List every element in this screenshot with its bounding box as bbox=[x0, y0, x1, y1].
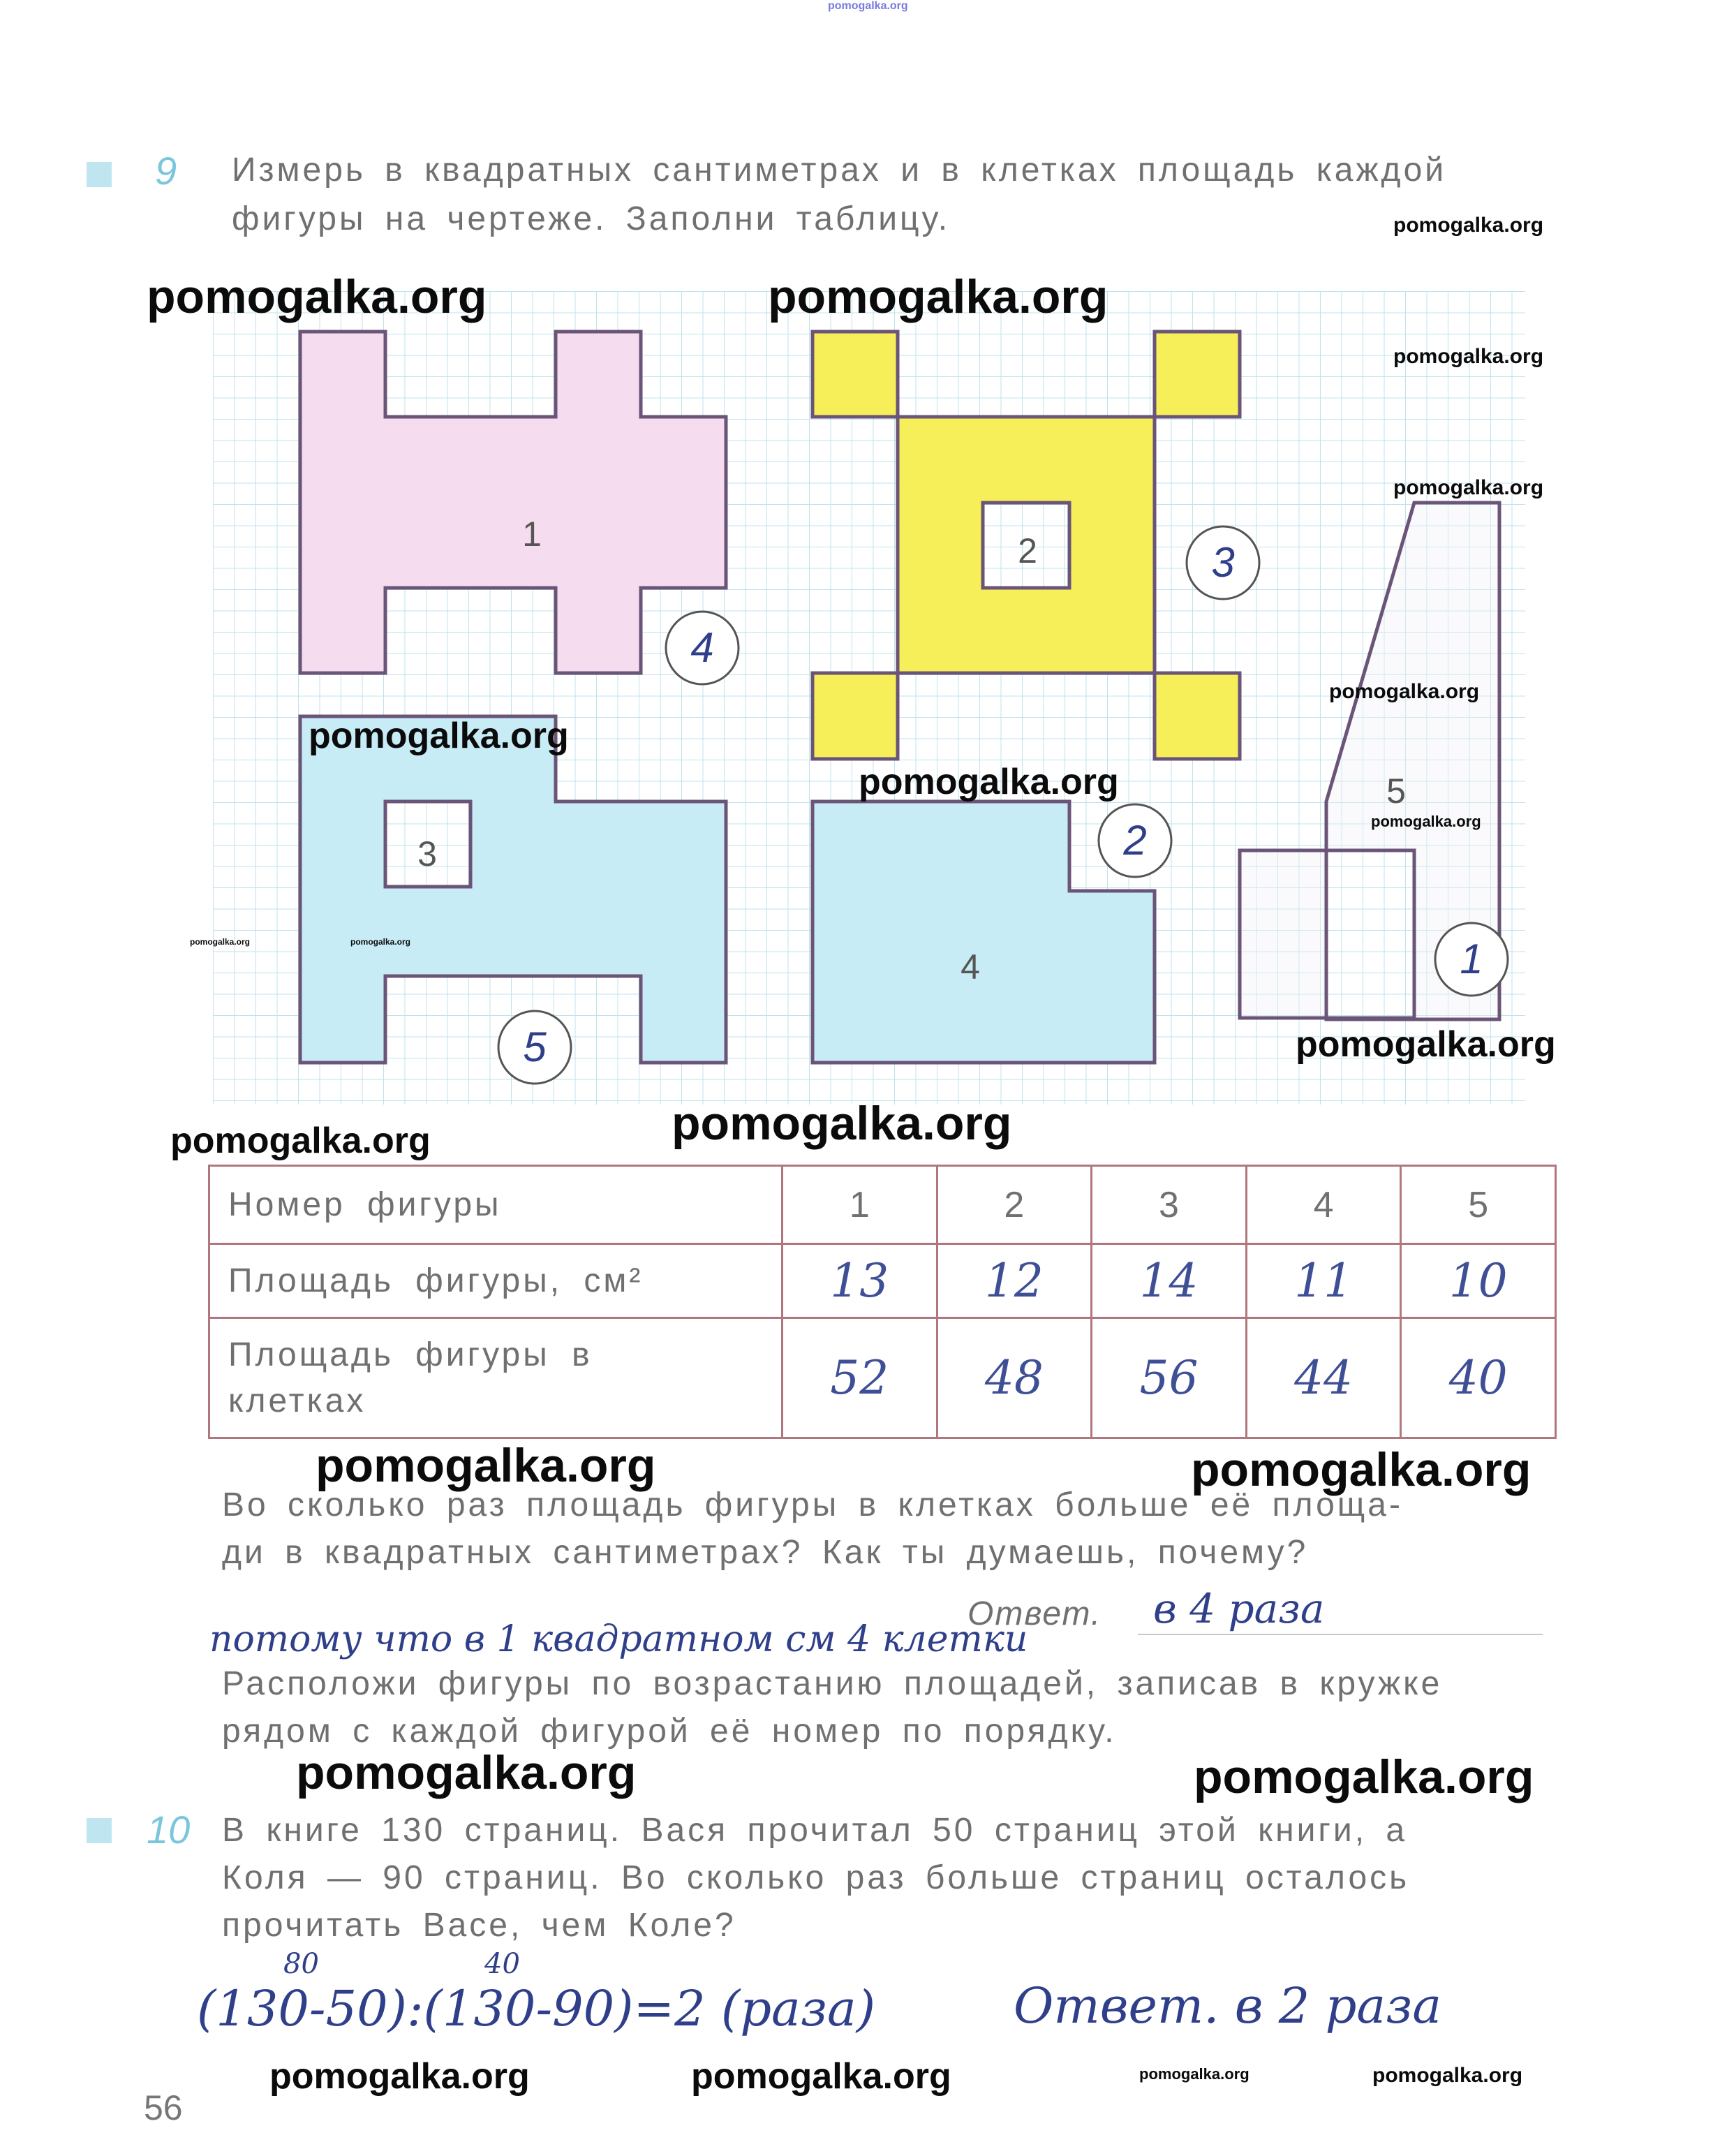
watermark: pomogalka.org bbox=[296, 1746, 637, 1799]
watermark: pomogalka.org bbox=[672, 1097, 1012, 1150]
arrange-line2: рядом с каждой фигурой её номер по порядку. bbox=[222, 1713, 1117, 1750]
watermark: pomogalka.org bbox=[768, 270, 1108, 323]
order-circle-fig5-value: 1 bbox=[1460, 936, 1483, 982]
area-cm2-fig1: 13 bbox=[783, 1244, 937, 1318]
watermark: pomogalka.org bbox=[1329, 680, 1480, 703]
watermark: pomogalka.org bbox=[309, 716, 569, 756]
area-cells-fig4: 44 bbox=[1246, 1318, 1401, 1438]
watermark: pomogalka.org bbox=[1296, 1024, 1556, 1065]
header-watermark: pomogalka.org bbox=[828, 0, 908, 12]
watermark: pomogalka.org bbox=[1191, 1443, 1532, 1496]
arrange-line1: Расположи фигуры по возрастанию площадей, записав в кружке bbox=[222, 1665, 1443, 1702]
watermark: pomogalka.org bbox=[269, 2056, 530, 2097]
col-figure-3: 3 bbox=[1092, 1166, 1247, 1244]
row-label-figure-number: Номер фигуры bbox=[209, 1166, 783, 1244]
row-label-area-cm2: Площадь фигуры, см² bbox=[209, 1244, 783, 1318]
exercise-9-number: 9 bbox=[155, 149, 177, 193]
col-figure-4: 4 bbox=[1246, 1166, 1401, 1244]
watermark: pomogalka.org bbox=[1371, 813, 1481, 830]
annotation-40: 40 bbox=[484, 1948, 520, 1980]
exercise-10-number: 10 bbox=[147, 1808, 191, 1852]
watermark: pomogalka.org bbox=[1139, 2065, 1249, 2083]
question-line2: ди в квадратных сантиметрах? Как ты думаешь, почему? bbox=[222, 1534, 1309, 1571]
answer-explanation: потому что в 1 квадратном см 4 клетки bbox=[209, 1618, 1028, 1660]
order-circle-fig1-value: 4 bbox=[690, 624, 714, 671]
watermark: pomogalka.org bbox=[1393, 476, 1544, 499]
row-label-area-cells-line1: Площадь фигуры в bbox=[228, 1336, 593, 1373]
exercise-10-marker bbox=[87, 1818, 112, 1843]
watermark: pomogalka.org bbox=[316, 1439, 656, 1492]
solution-expression: (130-50):(130-90)=2 (раза) bbox=[197, 1980, 876, 2037]
question-line1: Во сколько раз площадь фигуры в клетках больше её площа- bbox=[222, 1486, 1403, 1523]
answer-label: Ответ. bbox=[967, 1595, 1102, 1632]
watermark: pomogalka.org bbox=[170, 1121, 431, 1161]
watermark: pomogalka.org bbox=[859, 762, 1119, 802]
row-label-area-cells bbox=[209, 1318, 783, 1438]
watermark: pomogalka.org bbox=[1372, 2064, 1523, 2087]
area-cells-fig5: 40 bbox=[1401, 1318, 1556, 1438]
col-figure-5: 5 bbox=[1401, 1166, 1556, 1244]
watermark: pomogalka.org bbox=[147, 270, 487, 323]
area-cm2-fig4: 11 bbox=[1246, 1244, 1401, 1318]
exercise-10-task-line3: прочитать Васе, чем Коле? bbox=[222, 1907, 736, 1944]
answer-underline bbox=[1138, 1634, 1543, 1635]
watermark: pomogalka.org bbox=[350, 937, 411, 947]
answer-value: в 4 раза bbox=[1153, 1585, 1325, 1632]
figure-label-1: 1 bbox=[522, 515, 542, 554]
page-number: 56 bbox=[144, 2088, 183, 2127]
area-table bbox=[208, 1165, 1557, 1439]
exercise-10-task-line2: Коля — 90 страниц. Во сколько раз больше страниц осталось bbox=[222, 1859, 1410, 1896]
figure-label-2: 2 bbox=[1018, 531, 1037, 570]
figure-label-3: 3 bbox=[417, 834, 437, 873]
row-label-area-cells-line2: клетках bbox=[228, 1382, 366, 1419]
order-circle-fig4-value: 2 bbox=[1123, 817, 1147, 864]
watermark: pomogalka.org bbox=[1393, 345, 1544, 368]
watermark: pomogalka.org bbox=[190, 937, 251, 947]
order-circle-fig2-value: 3 bbox=[1211, 539, 1235, 586]
area-cm2-fig5: 10 bbox=[1401, 1244, 1556, 1318]
watermark: pomogalka.org bbox=[1393, 214, 1544, 237]
area-cells-fig1: 52 bbox=[783, 1318, 937, 1438]
figure-label-4: 4 bbox=[961, 947, 980, 987]
exercise-10-answer: Ответ. в 2 раза bbox=[1014, 1977, 1442, 2035]
watermark: pomogalka.org bbox=[1194, 1750, 1534, 1803]
exercise-10-task-line1: В книге 130 страниц. Вася прочитал 50 страниц этой книги, а bbox=[222, 1812, 1408, 1849]
area-cells-fig3: 56 bbox=[1092, 1318, 1247, 1438]
order-circle-fig3-value: 5 bbox=[523, 1024, 547, 1070]
col-figure-2: 2 bbox=[937, 1166, 1092, 1244]
annotation-80: 80 bbox=[283, 1948, 319, 1980]
figure-label-5: 5 bbox=[1386, 771, 1406, 811]
area-cm2-fig3: 14 bbox=[1092, 1244, 1247, 1318]
exercise-9-task-line1: Измерь в квадратных сантиметрах и в клетках площадь каждой bbox=[232, 152, 1447, 189]
area-cells-fig2: 48 bbox=[937, 1318, 1092, 1438]
exercise-9-task-line2: фигуры на чертеже. Заполни таблицу. bbox=[232, 200, 951, 237]
area-cm2-fig2: 12 bbox=[937, 1244, 1092, 1318]
col-figure-1: 1 bbox=[783, 1166, 937, 1244]
watermark: pomogalka.org bbox=[691, 2056, 951, 2097]
